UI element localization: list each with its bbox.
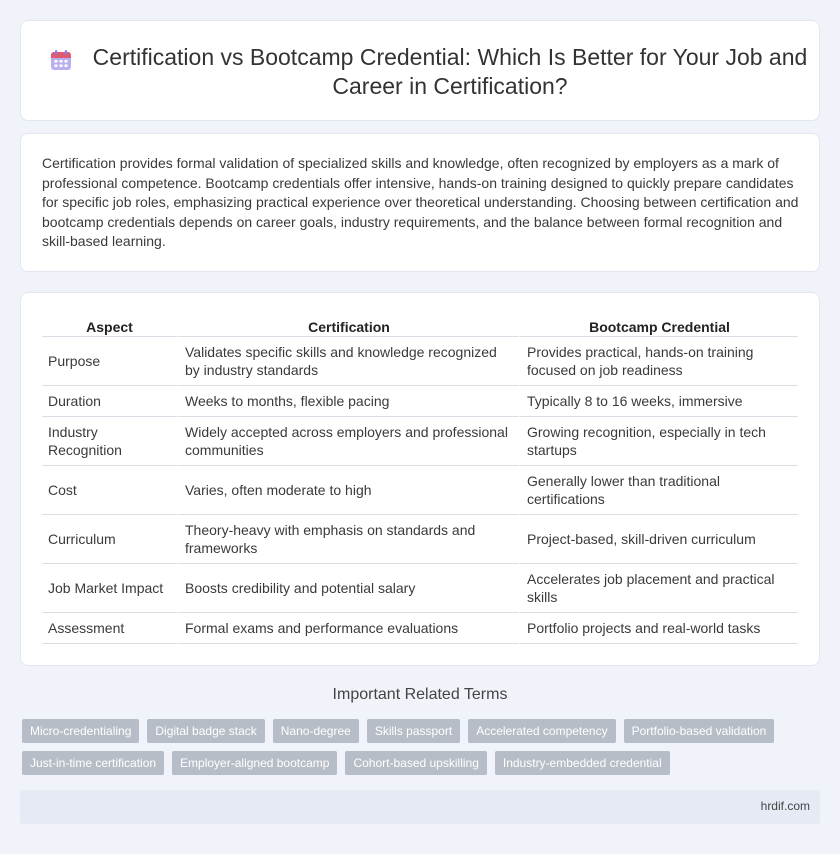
tag-nano-degree[interactable]: Nano-degree xyxy=(273,719,359,743)
tag-accelerated-competency[interactable]: Accelerated competency xyxy=(468,719,615,743)
intro-card xyxy=(20,133,820,272)
tag-skills-passport[interactable]: Skills passport xyxy=(367,719,460,743)
table-row xyxy=(42,564,798,613)
tag-industry-embedded-credential[interactable]: Industry-embedded credential xyxy=(495,751,670,775)
row-aspect: Cost xyxy=(42,466,177,515)
row-certification: Varies, often moderate to high xyxy=(177,466,519,515)
related-terms-title: Important Related Terms xyxy=(332,686,508,703)
row-aspect: Industry Recognition xyxy=(42,417,177,466)
column-header-aspect: Aspect xyxy=(42,314,177,337)
row-certification: Validates specific skills and knowledge recognized by industry standards xyxy=(177,337,519,386)
row-aspect: Curriculum xyxy=(42,515,177,564)
row-bootcamp: Generally lower than traditional certifications xyxy=(519,466,798,515)
table-row xyxy=(42,417,798,466)
row-aspect: Purpose xyxy=(42,337,177,386)
row-bootcamp: Growing recognition, especially in tech startups xyxy=(519,417,798,466)
column-header-certification: Certification xyxy=(177,314,519,337)
row-bootcamp: Portfolio projects and real-world tasks xyxy=(519,613,798,644)
table-header-row xyxy=(42,314,798,337)
table-row xyxy=(42,613,798,644)
tag-employer-aligned-bootcamp[interactable]: Employer-aligned bootcamp xyxy=(172,751,337,775)
comparison-card xyxy=(20,292,820,666)
row-certification: Theory-heavy with emphasis on standards and frameworks xyxy=(177,515,519,564)
row-certification: Weeks to months, flexible pacing xyxy=(177,386,519,417)
related-terms-list xyxy=(22,719,802,775)
tag-micro-credentialing[interactable]: Micro-credentialing xyxy=(22,719,139,743)
table-row xyxy=(42,515,798,564)
row-bootcamp: Provides practical, hands-on training focused on job readiness xyxy=(519,337,798,386)
footer-site-link[interactable]: hrdif.com xyxy=(760,799,810,813)
row-aspect: Assessment xyxy=(42,613,177,644)
row-aspect: Duration xyxy=(42,386,177,417)
table-row xyxy=(42,466,798,515)
comparison-table xyxy=(42,314,798,644)
row-bootcamp: Accelerates job placement and practical skills xyxy=(519,564,798,613)
row-aspect: Job Market Impact xyxy=(42,564,177,613)
tag-just-in-time-certification[interactable]: Just-in-time certification xyxy=(22,751,164,775)
row-bootcamp: Typically 8 to 16 weeks, immersive xyxy=(519,386,798,417)
table-row xyxy=(42,337,798,386)
tag-cohort-based-upskilling[interactable]: Cohort-based upskilling xyxy=(345,751,486,775)
tag-portfolio-based-validation[interactable]: Portfolio-based validation xyxy=(624,719,775,743)
row-bootcamp: Project-based, skill-driven curriculum xyxy=(519,515,798,564)
row-certification: Formal exams and performance evaluations xyxy=(177,613,519,644)
footer xyxy=(20,790,820,824)
row-certification: Widely accepted across employers and professional communities xyxy=(177,417,519,466)
title-card xyxy=(20,20,820,121)
table-row xyxy=(42,386,798,417)
column-header-bootcamp: Bootcamp Credential xyxy=(519,314,798,337)
tag-digital-badge-stack[interactable]: Digital badge stack xyxy=(147,719,264,743)
page-title: Certification vs Bootcamp Credential: Which Is Better for Your Job and Career in Certification? xyxy=(92,43,808,99)
intro-paragraph: Certification provides formal validation of specialized skills and knowledge, often recognized by employers as a mark of professional competence. Bootcamp credentials offer intensive, hands-on training designed to quickly prepare candidates for specific job roles, emphasizing practical experience over theoretical understanding. Choosing between certification and bootcamp credentials depends on career goals, industry requirements, and the balance between formal recognition and skill-based learning. xyxy=(42,155,799,249)
row-certification: Boosts credibility and potential salary xyxy=(177,564,519,613)
